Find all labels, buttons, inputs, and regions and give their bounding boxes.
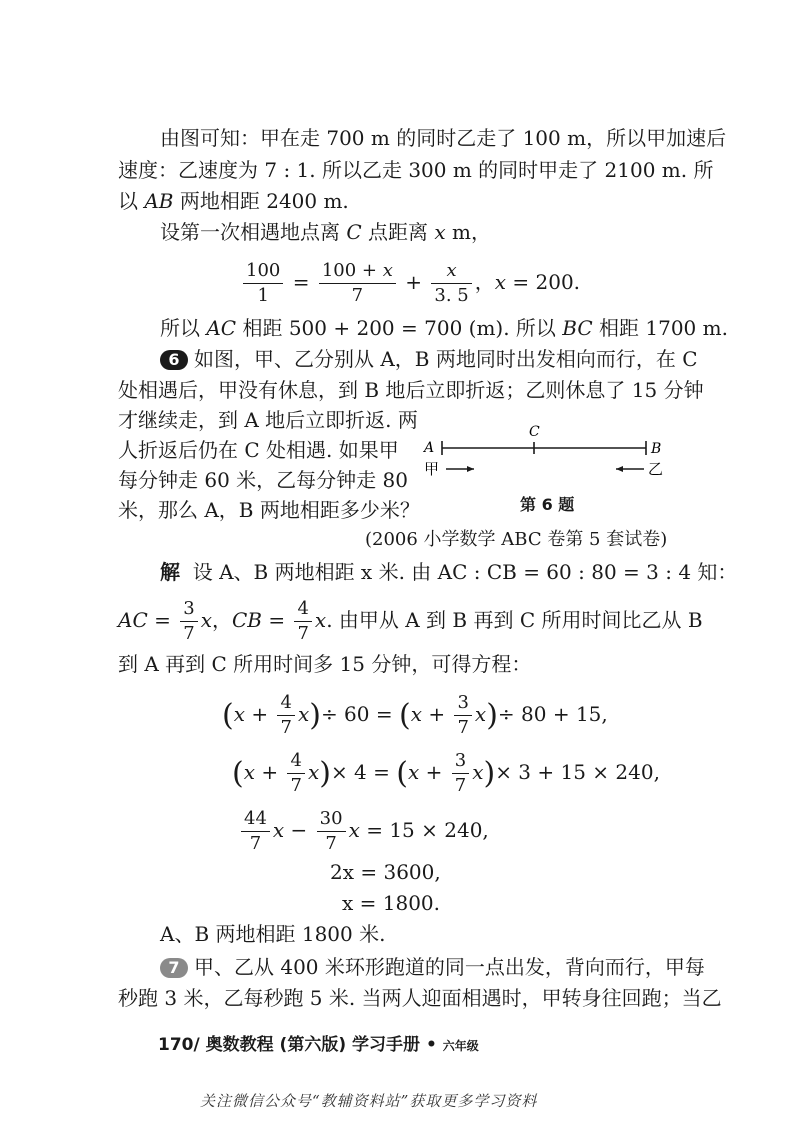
question-source: (2006 小学数学 ABC 卷第 5 套试卷) — [365, 529, 668, 550]
question-number-badge: 6 — [160, 350, 188, 370]
question-6: 6 如图，甲、乙分别从 A，B 两地同时出发相向而行，在 C — [160, 345, 698, 373]
text-line: 人折返后仍在 C 处相遇. 如果甲 — [118, 438, 399, 462]
equation-4: $\frac{44}{7}$ x − $\frac{30}{7}$ x = 15 × 240, — [238, 802, 489, 858]
point-a-label: A — [424, 440, 435, 456]
solution-line: 解 设 A、B 两地相距 x 米. 由 AC : CB = 60 : 80 = 3 : 4 知： — [160, 560, 738, 584]
book-title: / 奥数教程 (第六版) 学习手册 — [193, 1035, 421, 1055]
point-c-label: C — [529, 424, 540, 440]
text-line: 才继续走，到 A 地后立即折返. 两 — [118, 408, 418, 432]
page-number: 170 — [158, 1035, 194, 1055]
watermark-text: 关注微信公众号“教辅资料站”获取更多学习资料 — [200, 1092, 538, 1110]
point-b-label: B — [651, 441, 662, 457]
page-footer: 170/ 奥数教程 (第六版) 学习手册 • 六年级 — [158, 1035, 479, 1055]
text-line: 设第一次相遇地点离 C 点距离 x m， — [160, 220, 491, 244]
solution-line: 到 A 再到 C 所用时间多 15 分钟，可得方程： — [118, 652, 532, 676]
question-number-badge: 7 — [160, 958, 188, 978]
solution-line: AC = $\frac{3}{7}$ x，CB = $\frac{4}{7}$ x. 由甲从 A 到 B 再到 C 所用时间比乙从 B — [118, 598, 703, 644]
jia-label: 甲 — [424, 460, 440, 478]
equation-5: 2x = 3600, — [330, 860, 441, 884]
text-line: 以 AB 两地相距 2400 m. — [118, 189, 349, 213]
solution-label: 解 — [160, 560, 180, 584]
text-line: 所以 AC 相距 500 + 200 = 700 (m). 所以 BC 相距 1700 m. — [160, 316, 728, 340]
text-line: 米，那么 A，B 两地相距多少米？ — [118, 498, 420, 522]
equation-6: x = 1800. — [342, 891, 441, 915]
line-segment-diagram — [420, 422, 680, 482]
conclusion-line: A、B 两地相距 1800 米. — [160, 922, 386, 946]
jia-arrow-head-icon — [467, 466, 474, 472]
figure-caption: 第 6 题 — [520, 495, 575, 514]
equation-1: $\frac{100}{1}$ = $\frac{100 + x}{7}$ + $\frac{x}{3. 5}$ ，x = 200. — [240, 252, 580, 312]
text-line: 处相遇后，甲没有休息，到 B 地后立即折返；乙则休息了 15 分钟 — [118, 378, 704, 402]
yi-arrow-head-icon — [616, 466, 623, 472]
text-line: 每分钟走 60 米，乙每分钟走 80 — [118, 468, 408, 492]
equation-3: (x + $\frac{4}{7}$ x)× 4 = (x + $\frac{3}{7}$ x)× 3 + 15 × 240, — [232, 750, 660, 796]
text-line: 秒跑 3 米，乙每秒跑 5 米. 当两人迎面相遇时，甲转身往回跑；当乙 — [118, 986, 722, 1010]
text-line: 由图可知：甲在走 700 m 的同时乙走了 100 m，所以甲加速后 — [160, 126, 727, 150]
yi-label: 乙 — [648, 460, 664, 478]
equation-2: (x + $\frac{4}{7}$ x)÷ 60 = (x + $\frac{3}{7}$ x)÷ 80 + 15, — [222, 692, 608, 738]
question-7: 7 甲、乙从 400 米环形跑道的同一点出发，背向而行，甲每 — [160, 953, 705, 981]
text-line: 速度：乙速度为 7 : 1. 所以乙走 300 m 的同时甲走了 2100 m. 所 — [118, 158, 714, 182]
grade-level: 六年级 — [442, 1039, 479, 1053]
